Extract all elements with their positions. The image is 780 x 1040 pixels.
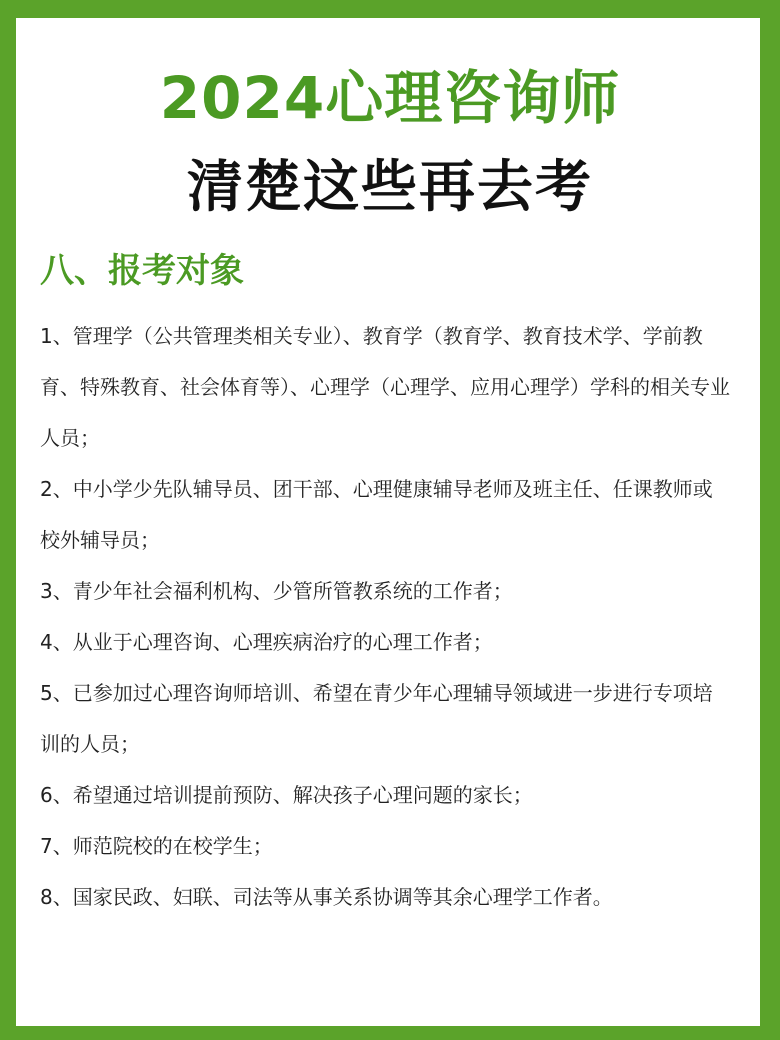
list-item: 2、中小学少先队辅导员、团干部、心理健康辅导老师及班主任、任课教师或校外辅导员； [40, 477, 713, 552]
section-heading: 八、报考对象 [40, 251, 244, 291]
list-item: 1、管理学（公共管理类相关专业）、教育学（教育学、教育技术学、学前教育、特殊教育、社会体育等）、心理学（心理学、应用心理学）学科的相关专业人员； [40, 324, 730, 450]
list-item: 3、青少年社会福利机构、少管所管教系统的工作者； [40, 579, 513, 603]
list-item: 5、已参加过心理咨询师培训、希望在青少年心理辅导领域进一步进行专项培训的人员； [40, 681, 713, 756]
list-item: 7、师范院校的在校学生； [40, 834, 273, 858]
list-item: 8、国家民政、妇联、司法等从事关系协调等其余心理学工作者。 [40, 885, 613, 909]
list-item: 6、希望通过培训提前预防、解决孩子心理问题的家长； [40, 783, 533, 807]
list-item: 4、从业于心理咨询、心理疾病治疗的心理工作者； [40, 630, 493, 654]
main-title-line-2: 清楚这些再去考 [187, 155, 593, 220]
eligibility-list [40, 311, 730, 923]
main-title-line-1: 2024心理咨询师 [159, 64, 621, 132]
